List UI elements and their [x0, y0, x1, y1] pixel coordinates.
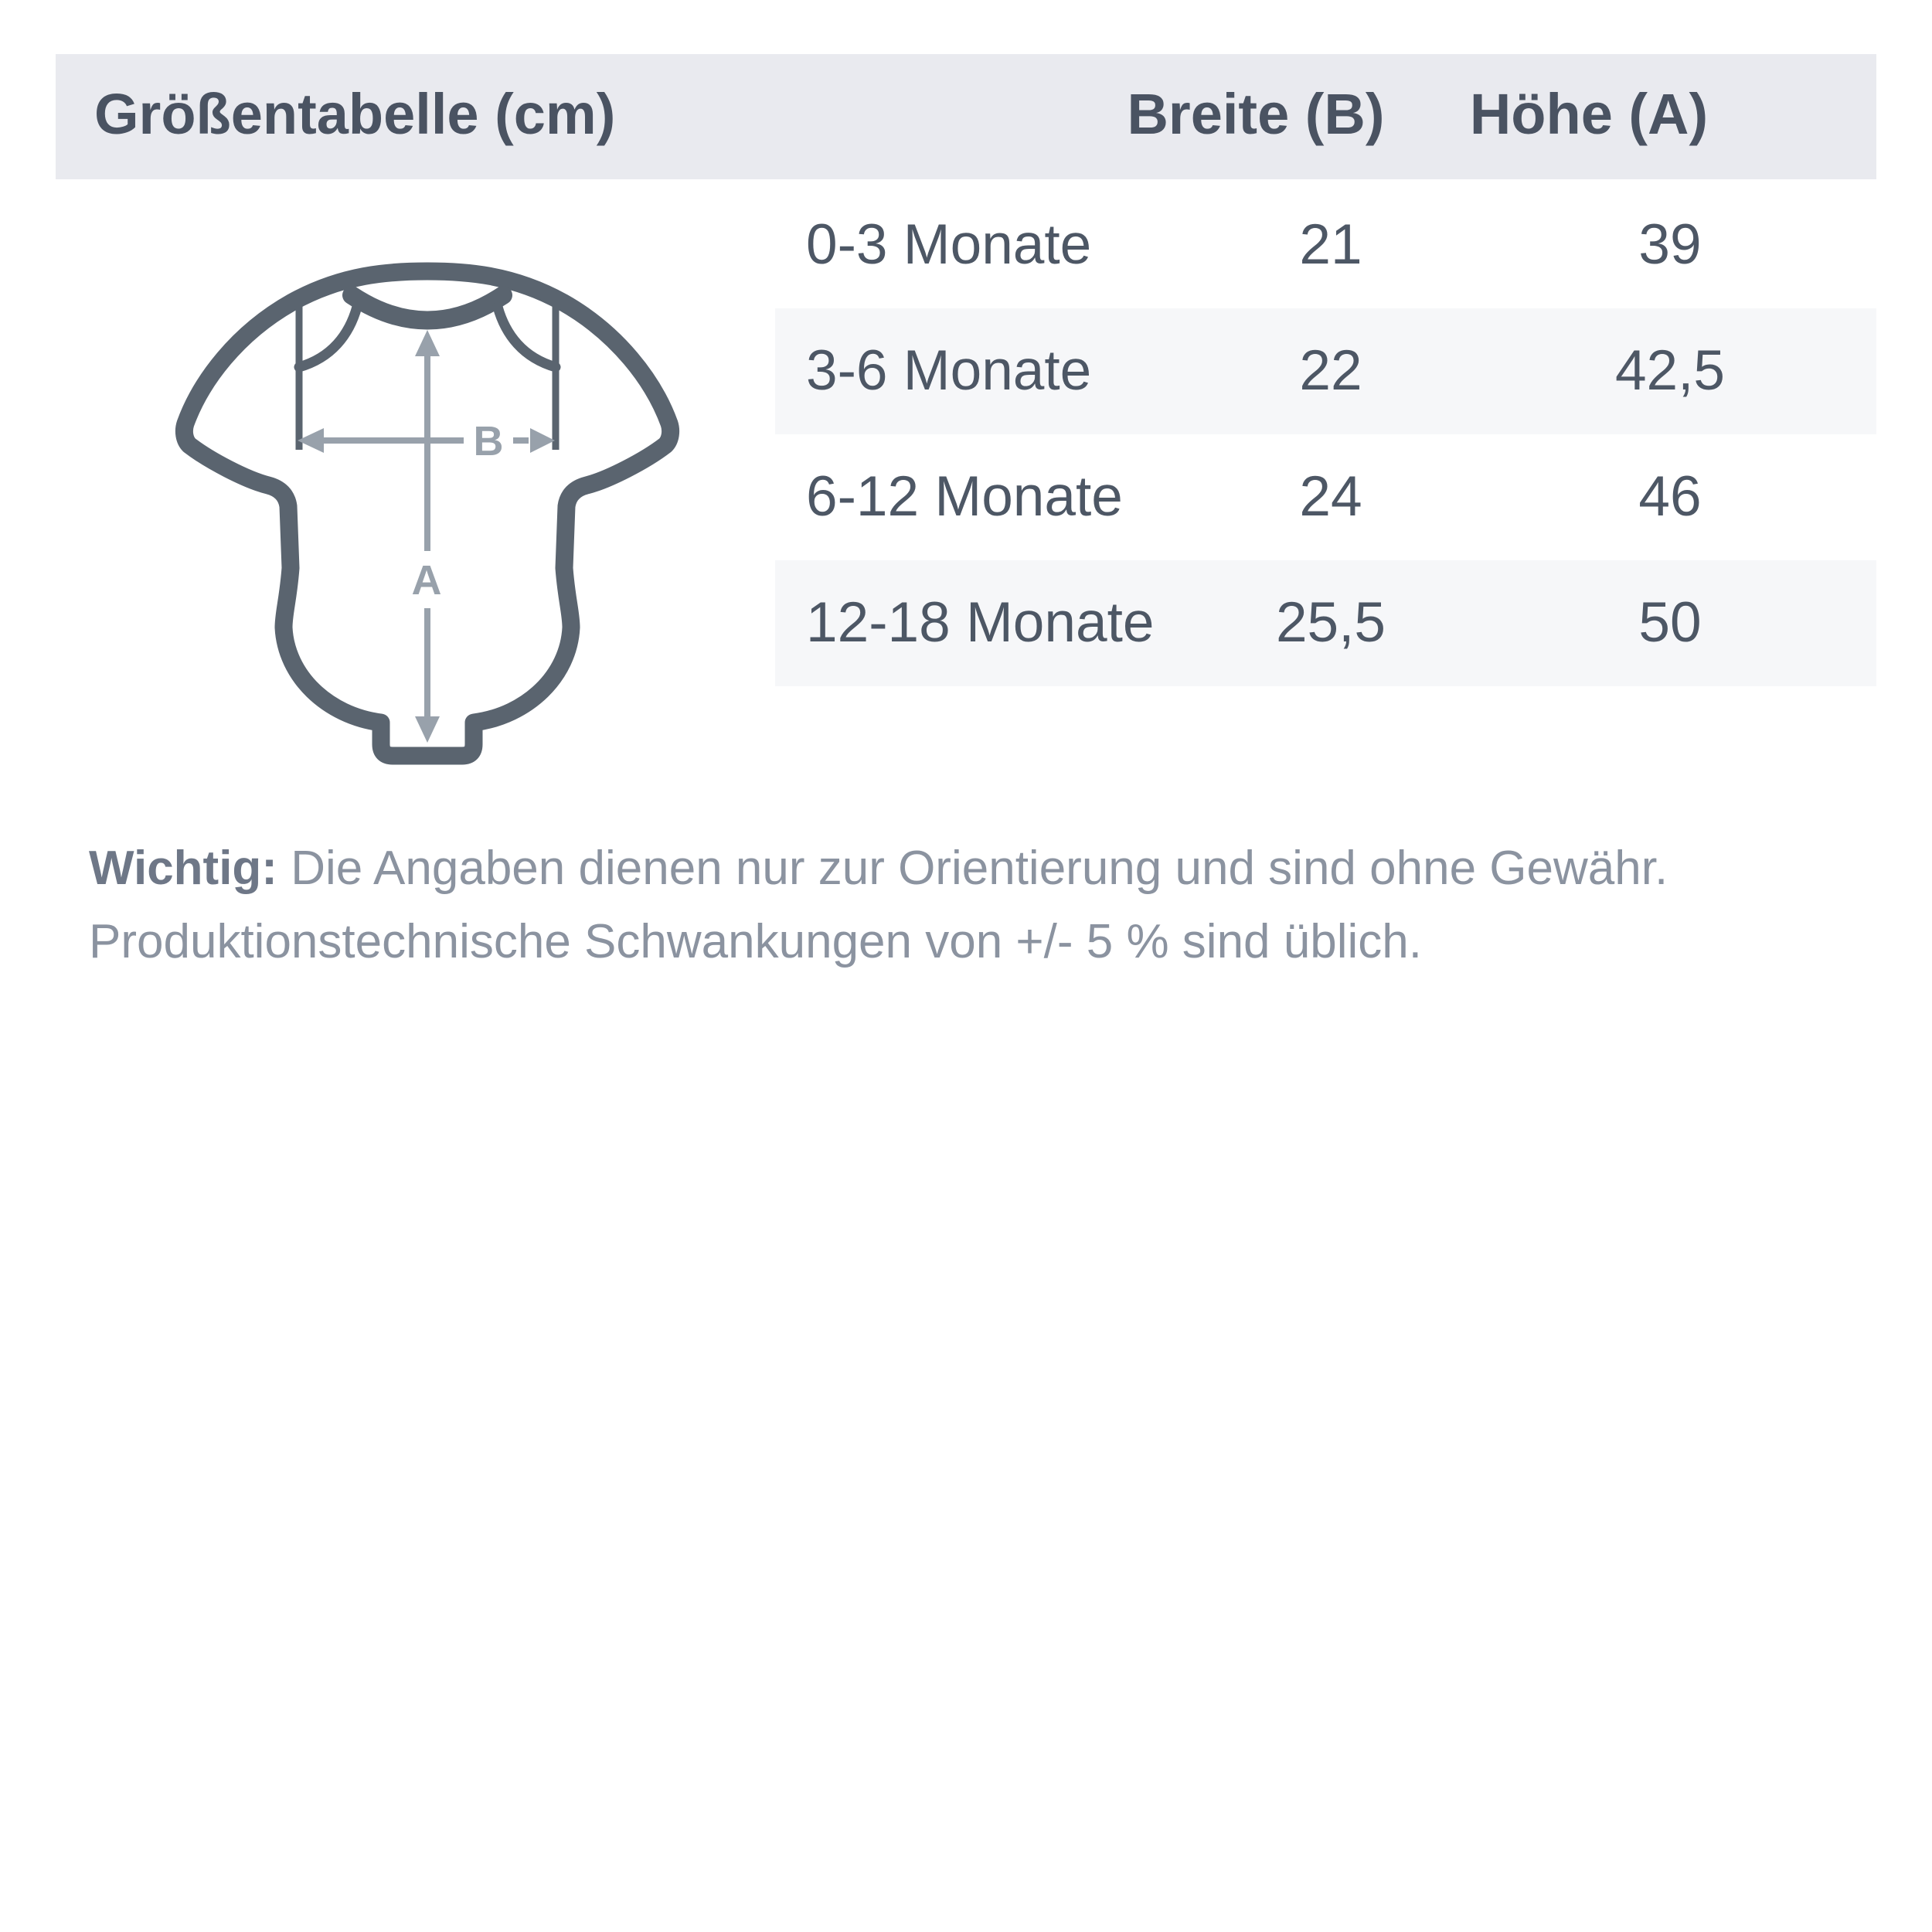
baby-bodysuit-measurement-icon	[166, 259, 689, 784]
width-arrow-label: B	[473, 418, 504, 464]
height-value: 46	[1638, 464, 1702, 528]
width-value: 21	[1299, 213, 1362, 276]
note-label: Wichtig:	[89, 842, 277, 895]
disclaimer-note	[89, 832, 1882, 978]
width-value: 24	[1299, 464, 1362, 528]
note-line-2: Produktionstechnische Schwankungen von +/- 5 % sind üblich.	[89, 915, 1422, 968]
table-row	[775, 182, 1876, 308]
size-chart-title: Größentabelle (cm)	[94, 82, 616, 147]
width-value: 25,5	[1275, 590, 1386, 654]
column-header-height: Höhe (A)	[1469, 82, 1709, 147]
size-chart-header	[56, 54, 1876, 179]
table-row	[775, 308, 1876, 434]
height-value: 39	[1638, 213, 1702, 276]
column-header-width: Breite (B)	[1127, 82, 1385, 147]
height-value: 42,5	[1614, 338, 1726, 402]
height-arrow-label: A	[411, 557, 442, 604]
note-line-1	[89, 832, 1882, 905]
height-value: 50	[1638, 590, 1702, 654]
note-text-1: Die Angaben dienen nur zur Orientierung und sind ohne Gewähr.	[291, 842, 1668, 895]
width-value: 22	[1299, 338, 1362, 402]
size-cell: 12-18 Monate	[806, 590, 1155, 654]
size-table	[775, 182, 1876, 686]
size-cell: 3-6 Monate	[806, 338, 1092, 402]
table-row	[775, 560, 1876, 686]
table-row	[775, 434, 1876, 560]
size-cell: 6-12 Monate	[806, 464, 1123, 528]
size-cell: 0-3 Monate	[806, 213, 1092, 276]
